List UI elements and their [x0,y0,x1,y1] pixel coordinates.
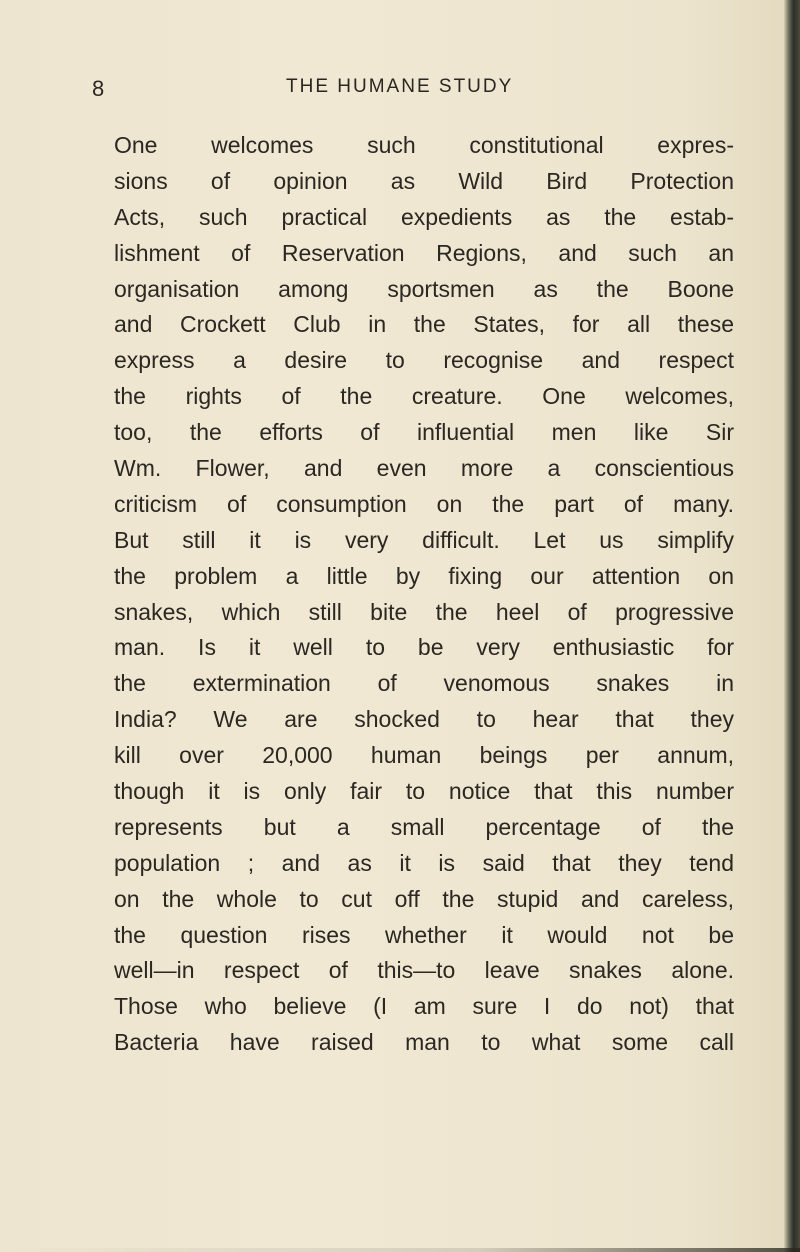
text-line: too, the efforts of influential men like Sir [114,419,734,446]
text-line: express a desire to recognise and respect [114,347,734,374]
text-line: sions of opinion as Wild Bird Protection [114,167,734,194]
text-line: and Crockett Club in the States, for all these [114,311,734,338]
running-head [0,76,800,106]
text-line: Those who believe (I am sure I do not) that [114,993,734,1020]
text-line: though it is only fair to notice that this number [114,778,734,805]
text-line: on the whole to cut off the stupid and careless, [114,885,734,912]
text-line: One welcomes such constitutional expres- [114,132,734,158]
running-title: THE HUMANE STUDY [286,76,514,97]
text-line: snakes, which still bite the heel of progressive [114,598,734,625]
text-line: represents but a small percentage of the [114,813,734,840]
text-line: Wm. Flower, and even more a conscientious [114,455,734,482]
text-line: Acts, such practical expedients as the estab- [114,203,734,230]
text-line: the extermination of venomous snakes in [114,670,734,697]
text-line: kill over 20,000 human beings per annum, [114,742,734,769]
text-line: well—in respect of this—to leave snakes alone. [114,957,734,984]
page-edge-shadow [784,0,800,1252]
text-line: criticism of consumption on the part of many. [114,490,734,517]
text-line: lishment of Reservation Regions, and such an [114,239,734,266]
text-line: population ; and as it is said that they tend [114,849,734,876]
text-line: organisation among sportsmen as the Boone [114,275,734,302]
text-line: Bacteria have raised man to what some call [114,1029,734,1056]
text-line: But still it is very difficult. Let us simplify [114,526,734,553]
text-line: the problem a little by fixing our attention on [114,562,734,589]
bottom-edge-shadow [0,1248,800,1252]
text-line: India? We are shocked to hear that they [114,706,734,733]
text-line: man. Is it well to be very enthusiastic for [114,634,734,661]
page-number: 8 [92,76,106,101]
text-line: the rights of the creature. One welcomes, [114,383,734,410]
text-line: the question rises whether it would not be [114,921,734,948]
body-text [114,128,734,1061]
